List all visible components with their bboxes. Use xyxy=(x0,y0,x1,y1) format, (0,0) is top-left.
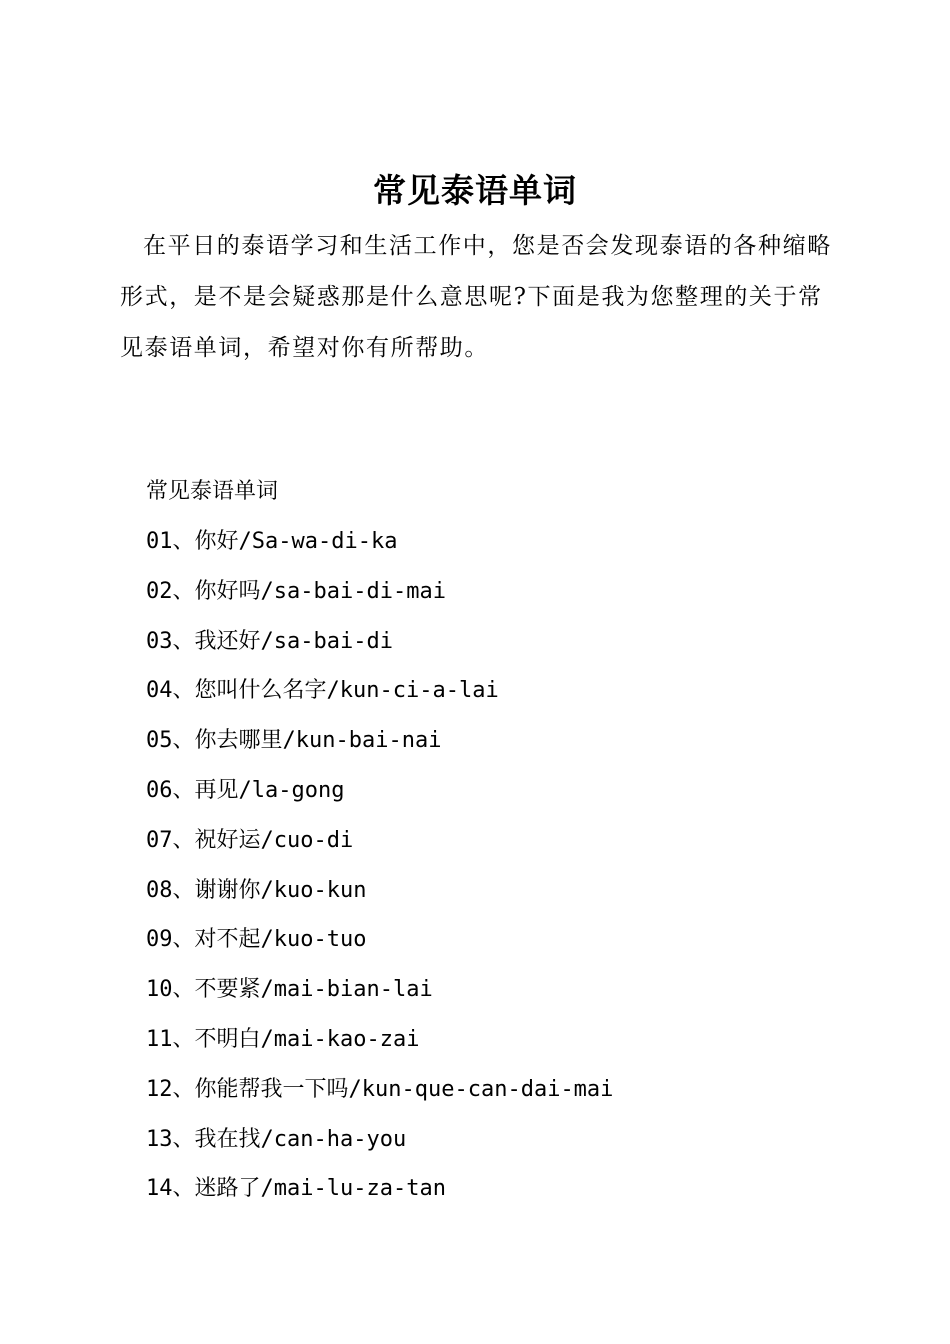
entry-romanization: /kuo-tuo xyxy=(260,927,367,953)
entry-chinese: 祝好运 xyxy=(194,827,261,853)
entry-number: 02、 xyxy=(146,578,195,604)
list-item xyxy=(146,1020,613,1070)
entry-number: 11、 xyxy=(146,1026,195,1052)
entry-chinese: 你能帮我一下吗 xyxy=(194,1076,349,1102)
entry-romanization: /sa-bai-di-mai xyxy=(260,578,446,604)
entry-romanization: /mai-kao-zai xyxy=(260,1026,420,1052)
list-item xyxy=(146,522,613,572)
entry-chinese: 再见 xyxy=(194,777,239,803)
list-item xyxy=(146,970,613,1020)
entry-chinese: 不明白 xyxy=(194,1026,261,1052)
entry-chinese: 我还好 xyxy=(194,628,261,654)
entry-romanization: /mai-lu-za-tan xyxy=(260,1176,446,1202)
entry-chinese: 迷路了 xyxy=(194,1176,261,1202)
list-item xyxy=(146,1070,613,1120)
list-item xyxy=(146,671,613,721)
list-item xyxy=(146,1169,613,1219)
entry-chinese: 不要紧 xyxy=(194,977,261,1003)
entry-chinese: 你好吗 xyxy=(194,578,261,604)
list-item xyxy=(146,572,613,622)
entry-chinese: 你好 xyxy=(194,529,239,554)
entry-number: 06、 xyxy=(146,777,195,803)
entry-romanization: /Sa-wa-di-ka xyxy=(238,529,398,554)
entry-number: 14、 xyxy=(146,1176,195,1202)
entry-number: 08、 xyxy=(146,877,195,903)
entry-number: 04、 xyxy=(146,678,195,704)
entry-number: 09、 xyxy=(146,927,195,953)
entry-chinese: 你去哪里 xyxy=(194,728,283,754)
entry-number: 13、 xyxy=(146,1126,195,1152)
section-heading: 常见泰语单词 xyxy=(146,479,279,504)
entry-romanization: /cuo-di xyxy=(260,827,354,853)
entry-chinese: 对不起 xyxy=(194,927,261,953)
list-item xyxy=(146,721,613,771)
entry-chinese: 您叫什么名字 xyxy=(194,678,327,704)
entry-number: 01、 xyxy=(146,529,195,554)
entry-romanization: /kuo-kun xyxy=(260,877,367,903)
entry-romanization: /kun-que-can-dai-mai xyxy=(348,1076,614,1102)
entry-number: 03、 xyxy=(146,628,195,654)
list-item xyxy=(146,821,613,871)
intro-paragraph: 在平日的泰语学习和生活工作中，您是否会发现泰语的各种缩略形式，是不是会疑惑那是什么意思呢?下面是我为您整理的关于常见泰语单词，希望对你有所帮助。 xyxy=(120,233,832,361)
entry-number: 07、 xyxy=(146,827,195,853)
list-item xyxy=(146,920,613,970)
list-item xyxy=(146,771,613,821)
entry-number: 12、 xyxy=(146,1076,195,1102)
list-item xyxy=(146,871,613,921)
entry-romanization: /sa-bai-di xyxy=(260,628,393,654)
document-title: 常见泰语单词 xyxy=(373,171,577,211)
entry-chinese: 谢谢你 xyxy=(194,877,261,903)
entry-romanization: /kun-bai-nai xyxy=(282,728,442,754)
entry-chinese: 我在找 xyxy=(194,1126,261,1152)
entry-number: 05、 xyxy=(146,728,195,754)
list-item xyxy=(146,622,613,672)
entry-romanization: /mai-bian-lai xyxy=(260,977,433,1003)
entry-romanization: /la-gong xyxy=(238,777,345,803)
entry-romanization: /can-ha-you xyxy=(260,1126,407,1152)
list-item xyxy=(146,1120,613,1170)
vocab-list xyxy=(146,522,613,1219)
entry-number: 10、 xyxy=(146,977,195,1003)
entry-romanization: /kun-ci-a-lai xyxy=(326,678,499,704)
